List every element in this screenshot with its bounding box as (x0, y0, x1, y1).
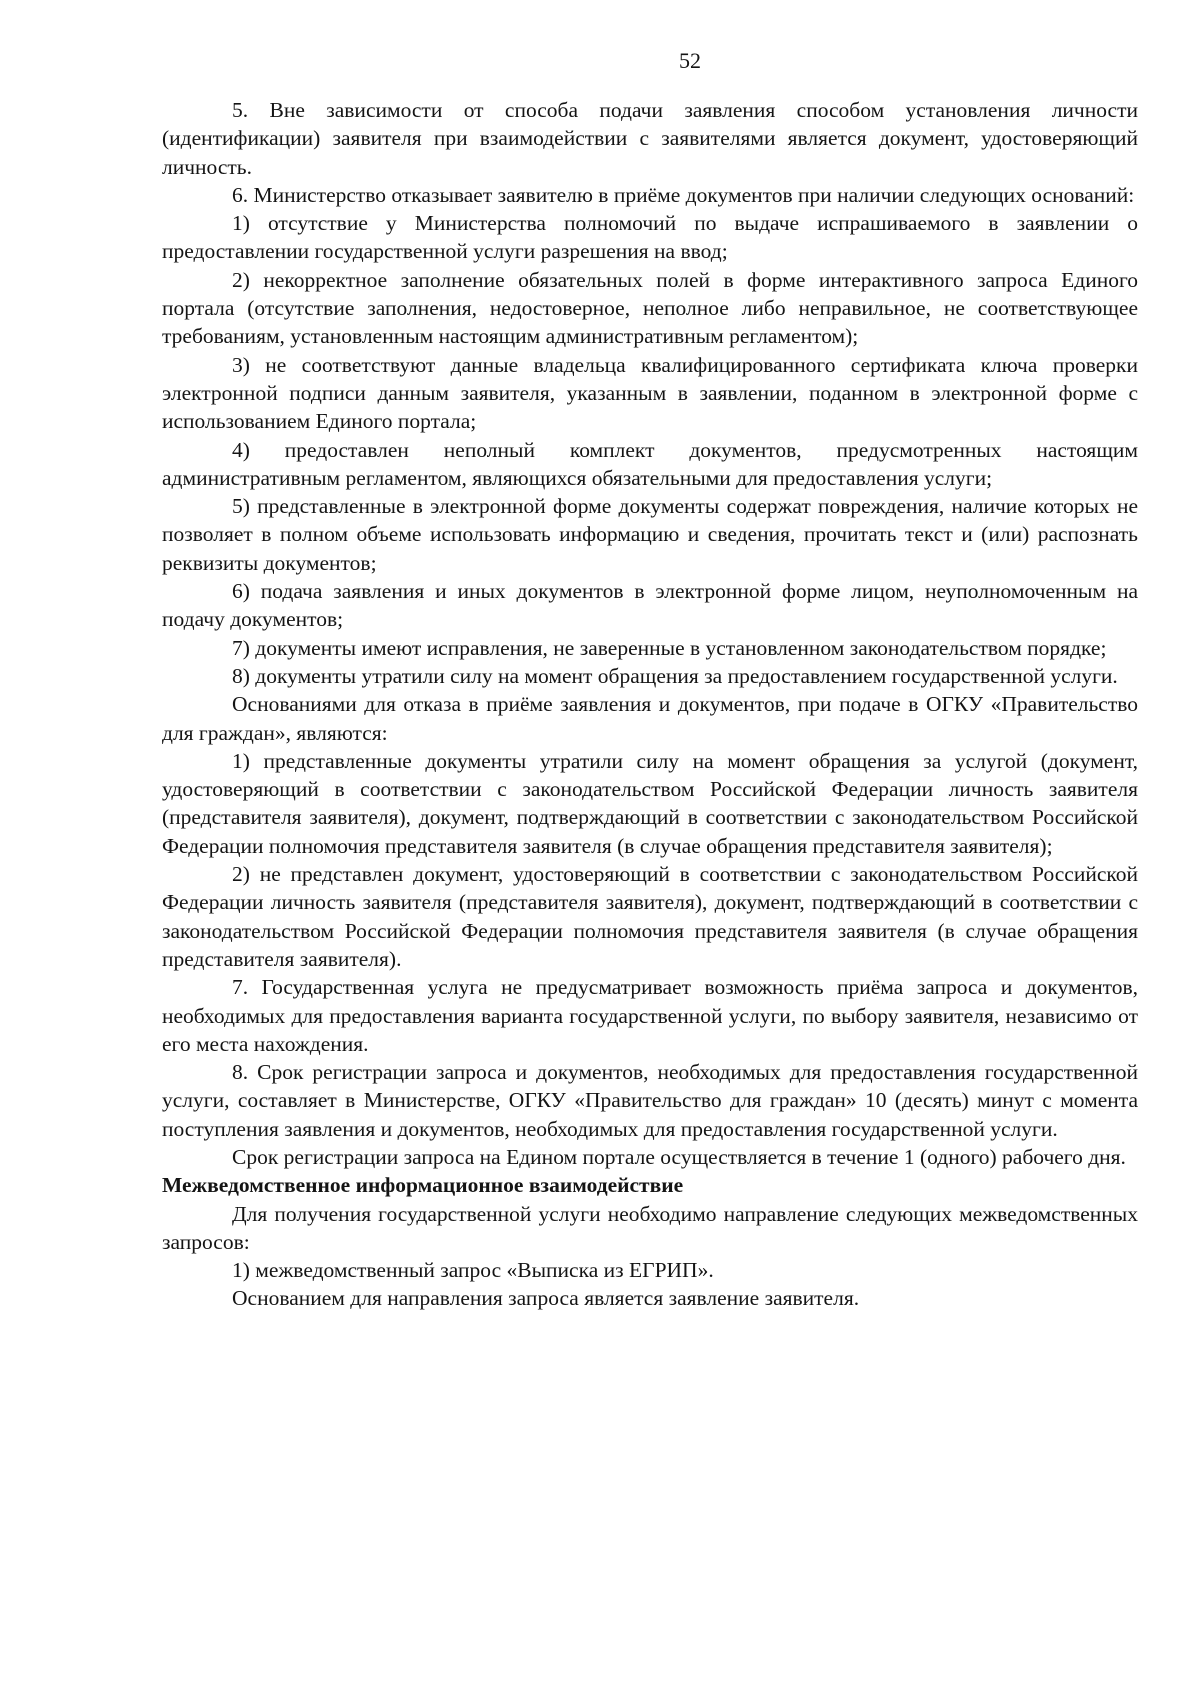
list-item-6: 6) подача заявления и иных документов в электронной форме лицом, неуполномоченным на подачу документов; (162, 579, 1138, 632)
page-number: 52 (679, 48, 701, 73)
list-item-5: 5) представленные в электронной форме документы содержат повреждения, наличие которых не позволяет в полном объеме использовать информацию и сведения, прочитать текст и (или) распознать реквизиты документов; (162, 494, 1138, 575)
ogku-list-item-1: 1) представленные документы утратили силу на момент обращения за услугой (документ, удостоверяющий в соответствии с законодательством Российской Федерации личность заявителя (представителя заявителя), документ, подтверждающий в соответствии с законодательством Российской Федерации полномочия представителя заявителя (в случае обращения представителя заявителя); (162, 748, 1138, 858)
list-item-4: 4) предоставлен неполный комплект документов, предусмотренных настоящим административным регламентом, являющихся обязательными для предоставления услуги; (162, 437, 1138, 490)
list-item-7: 7) документы имеют исправления, не заверенные в установленном законодательством порядке; (232, 635, 1107, 660)
document-body (162, 96, 1138, 1313)
paragraph-registration-term: Срок регистрации запроса на Едином портале осуществляется в течение 1 (одного) рабочего дня. (232, 1144, 1126, 1169)
list-item-3: 3) не соответствуют данные владельца квалифицированного сертификата ключа проверки электронной подписи данным заявителя, указанным в заявлении, поданном в электронной форме с использованием Единого портала; (162, 352, 1138, 434)
interagency-list-item-1: 1) межведомственный запрос «Выписка из ЕГРИП». (232, 1258, 714, 1283)
paragraph-identification: 5. Вне зависимости от способа подачи заявления способом установления личности (идентификации) заявителя при взаимодействии с заявителями является документ, удостоверяющий личность. (162, 98, 1138, 179)
ogku-list-item-2: 2) не представлен документ, удостоверяющий в соответствии с законодательством Российской Федерации личность заявителя (представителя заявителя), документ, подтверждающий в соответствии с законодательством Российской Федерации полномочия представителя заявителя (в случае обращения представителя заявителя). (162, 862, 1138, 971)
paragraph-interagency-requests: Для получения государственной услуги необходимо направление следующих межведомственных запросов: (162, 1201, 1138, 1254)
paragraph-7: 7. Государственная услуга не предусматривает возможность приёма запроса и документов, необходимых для предоставления варианта государственной услуги, по выбору заявителя, независимо от его места нахождения. (162, 975, 1138, 1056)
section-heading: Межведомственное информационное взаимодействие (162, 1173, 684, 1198)
list-item-8: 8) документы утратили силу на момент обращения за предоставлением государственной услуги. (232, 663, 1118, 688)
paragraph-request-basis: Основанием для направления запроса является заявление заявителя. (232, 1286, 860, 1311)
list-item-2: 2) некорректное заполнение обязательных полей в форме интерактивного запроса Единого портала (отсутствие заполнения, недостоверное, неполное либо неправильное, не соответствующее требованиям, установленным настоящим административным регламентом); (162, 267, 1138, 349)
paragraph-ogku-grounds: Основаниями для отказа в приёме заявления и документов, при подаче в ОГКУ «Правительство для граждан», являются: (162, 692, 1138, 745)
list-item-1: 1) отсутствие у Министерства полномочий по выдаче испрашиваемого в заявлении о предоставлении государственной услуги разрешения на ввод; (162, 211, 1138, 264)
paragraph-refusal-grounds: 6. Министерство отказывает заявителю в приёме документов при наличии следующих оснований: (232, 182, 1135, 207)
paragraph-8: 8. Срок регистрации запроса и документов, необходимых для предоставления государственной услуги, составляет в Министерстве, ОГКУ «Правительство для граждан» 10 (десять) минут с момента поступления заявления и документов, необходимых для предоставления государственной услуги. (162, 1060, 1138, 1141)
